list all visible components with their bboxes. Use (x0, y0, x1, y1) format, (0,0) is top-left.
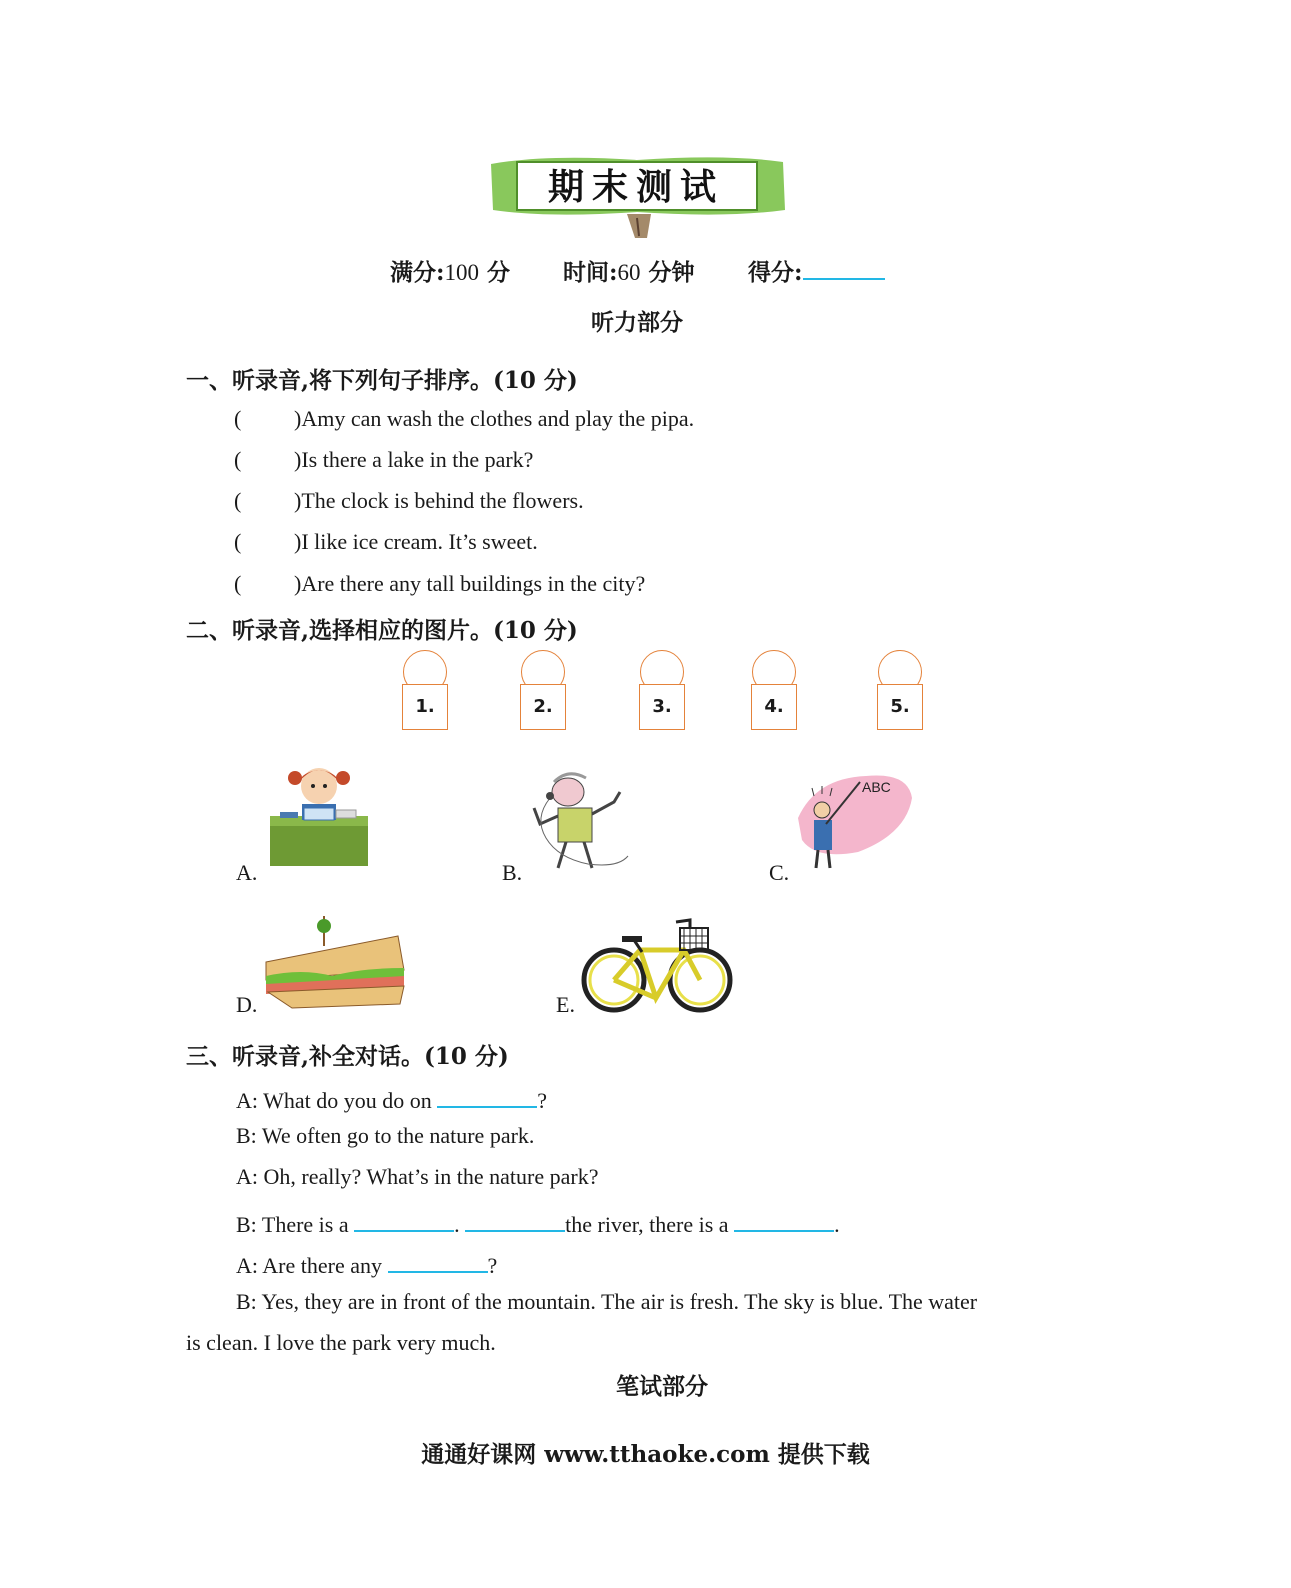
dialogue-line: is clean. I love the park very much. (186, 1330, 496, 1355)
dialogue-line: A: Oh, really? What’s in the nature park? (236, 1164, 599, 1189)
section1-heading: 一、听录音,将下列句子排序。(10 分) (186, 367, 578, 394)
dialogue-line: A: Are there any ? (236, 1247, 497, 1279)
girl-at-desk-reading-icon (266, 760, 372, 868)
answer-blank[interactable] (437, 1082, 537, 1108)
picture-e-label: E. (556, 992, 575, 1017)
list-item: ( )Amy can wash the clothes and play the pipa. (234, 406, 695, 431)
answer-slot-5[interactable]: 5. (877, 650, 923, 732)
answer-paren[interactable]: ( (234, 447, 242, 472)
answer-paren[interactable]: ( (234, 529, 242, 554)
dialogue-line: B: There is a . the river, there is a . (236, 1206, 840, 1238)
picture-d-label: D. (236, 992, 258, 1017)
answer-paren[interactable]: ( (234, 488, 242, 513)
dialogue-line: B: Yes, they are in front of the mountain. The air is fresh. The sky is blue. The water (236, 1289, 978, 1314)
answer-paren[interactable]: ( (234, 406, 242, 431)
answer-blank[interactable] (388, 1247, 488, 1273)
answer-slot-4[interactable]: 4. (751, 650, 797, 732)
dialogue-line: A: What do you do on ? (236, 1082, 547, 1114)
section2-heading: 二、听录音,选择相应的图片。(10 分) (186, 617, 578, 644)
full-score: 满分:100 分 (390, 259, 511, 286)
page-title: 期末测试 (547, 167, 724, 208)
written-heading: 笔试部分 (616, 1373, 708, 1400)
answer-blank[interactable] (354, 1206, 454, 1232)
dialogue-line: B: We often go to the nature park. (236, 1123, 535, 1148)
picture-b-label: B. (502, 860, 523, 885)
footer-text: 通通好课网 www.tthaoke.com 提供下载 (421, 1441, 870, 1468)
list-item: ( )Are there any tall buildings in the city? (234, 571, 646, 596)
old-man-singing-icon (528, 768, 634, 872)
answer-slot-2[interactable]: 2. (520, 650, 566, 732)
board-text: ABC (862, 779, 891, 795)
score-blank[interactable] (803, 254, 885, 280)
yellow-bicycle-icon (580, 912, 734, 1016)
answer-slot-1[interactable]: 1. (402, 650, 448, 732)
answer-blank[interactable] (465, 1206, 565, 1232)
score-field: 得分: (748, 254, 885, 287)
answer-paren[interactable]: ( (234, 571, 242, 596)
title-banner (487, 152, 787, 242)
picture-c-label: C. (769, 860, 790, 885)
listening-heading: 听力部分 (591, 309, 683, 336)
section3-heading: 三、听录音,补全对话。(10 分) (186, 1043, 509, 1070)
time-limit: 时间:60 分钟 (563, 259, 695, 286)
list-item: ( )I like ice cream. It’s sweet. (234, 529, 538, 554)
answer-slot-3[interactable]: 3. (639, 650, 685, 732)
list-item: ( )The clock is behind the flowers. (234, 488, 584, 513)
picture-a-label: A. (236, 860, 258, 885)
sandwich-icon (262, 910, 410, 1012)
list-item: ( )Is there a lake in the park? (234, 447, 534, 472)
answer-blank[interactable] (734, 1206, 834, 1232)
teacher-pointing-abc-icon (796, 768, 914, 872)
